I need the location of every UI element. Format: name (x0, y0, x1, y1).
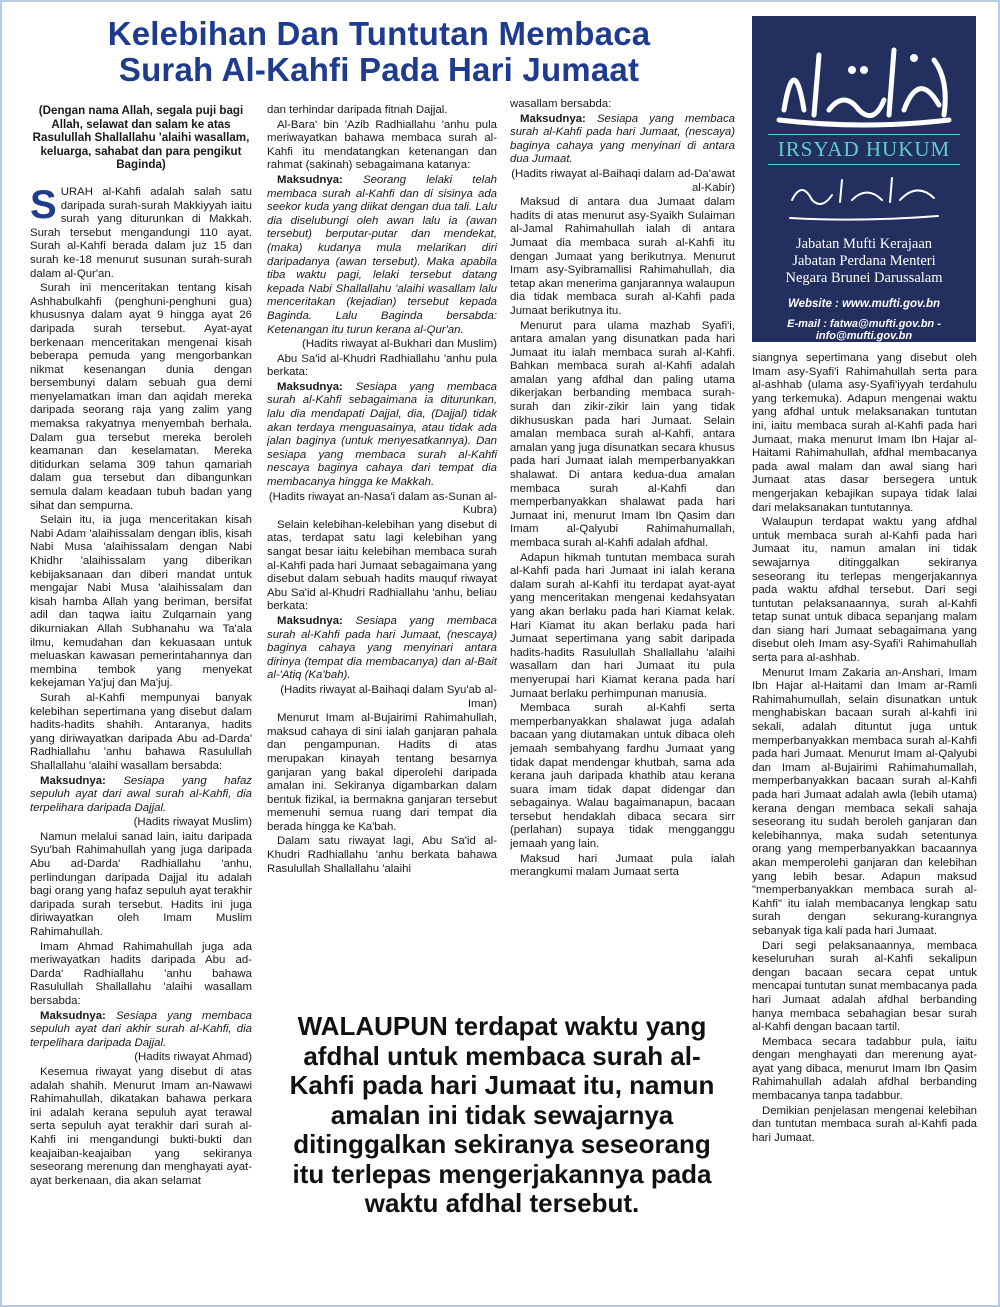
hadith-source: (Hadits riwayat al-Baihaqi dalam Syu'ab al-Iman) (280, 683, 497, 710)
headline-line1: Kelebihan Dan Tuntutan Membaca (107, 15, 651, 52)
paragraph: Membaca surah al-Kahfi serta memperbanyakkan shalawat juga adalah bacaan yang diutamakan untuk dibaca oleh jemaah sembahyang fardhu Jumaat yang tidak dapat mendengar khutbah, sama ada kerana jauh daripada khathib atau kerana suara imam tidak dapat didengar dan sebagainya. Walau bagaimanapun, bacaan tersebut hendaklah dibaca secara sirr (perlahan) supaya tidak mengganggu jemaah yang lain. (510, 702, 735, 851)
drop-cap: S (30, 182, 57, 227)
logo-organisation (752, 236, 976, 287)
paragraph: Menurut para ulama mazhab Syafi'i, antara amalan yang disunatkan pada hari Jumaat itu ialah membaca surah al-Kahfi. Bahkan membaca surah al-Kahfi adalah amalan yang afdhal dan paling utama dikerjakan berbanding membaca surah-surah dan zikir-zikir lain yang tidak dikhususkan pada hari Jumaat. Selain amalan membaca surah al-Kahfi, antara amalan yang juga disunatkan secara khusus pada hari Jumaat ialah memperbanyakkan shalawat. Di antara kedua-dua amalan membaca surah al-Kahfi dan memperbanyakkan shalawat pada hari Jumaat ini, menurut Imam Ibn Qasim dan Imam al-Qalyubi Rahimahumallah, membaca surah al-Kahfi adalah afdhal. (510, 319, 735, 549)
arabic-calligraphy-logo (764, 30, 964, 130)
paragraph: Imam Ahmad Rahimahullah juga ada meriwayatkan hadits daripada Abu ad-Darda' Radhiallahu 'anhu bahawa Rasulullah Shallallahu 'alaihi wasallam bersabda: (30, 940, 252, 1007)
hadith-source: (Hadits riwayat al-Baihaqi dalam ad-Da'awat al-Kabir) (511, 167, 735, 194)
intro-text: (Dengan nama Allah, segala puji bagi Allah, selawat dan salam ke atas Rasulullah Shallallahu 'alaihi wasallam, keluarga, sahabat dan para pengikut Baginda) (32, 104, 250, 172)
article-column-4 (752, 352, 977, 1297)
paragraph: Dalam satu riwayat lagi, Abu Sa'id al-Khudri Radhiallahu 'anhu berkata bahawa Rasulullah Shallallahu 'alaihi (267, 835, 497, 875)
article-column-2 (267, 104, 497, 994)
hadith-source: (Hadits riwayat Ahmad) (134, 1051, 252, 1064)
hadith-quote (267, 381, 497, 490)
paragraph: Walaupun terdapat waktu yang afdhal untuk membaca surah al-Kahfi pada hari Jumaat itu, namun amalan ini tidak sewajarnya ditinggalkan sekiranya seseorang itu terlepas mengerjakannya pada waktu afdhal tersebut. Dari segi tuntutan pelaksanaannya, surah al-Kahfi tetap sunat untuk dibaca sepanjang malam dan siang hari Jumaat sebagaimana yang disebut oleh Imam asy-Syafi'i Rahimahullah serta para al-ashhab. (752, 516, 977, 665)
logo-banner: IRSYAD HUKUM (768, 134, 960, 165)
quote-text: Sesiapa yang membaca surah al-Kahfi sebagaimana ia diturunkan, lalu dia mendapati Dajjal, dia, (Dajjal) tidak akan terdaya menguasainya, atau tidak ada jalan baginya (untuk menyesatkannya). Dan sesiapa yang membaca surah al-Kahfi nescaya baginya cahaya dari tempat dia membacanya hingga ke Makkah. (267, 380, 497, 489)
paragraph: Maksud hari Jumaat pula ialah merangkumi malam Jumaat serta (510, 852, 735, 879)
paragraph: Surah al-Kahfi mempunyai banyak kelebihan sepertimana yang disebut dalam hadits-hadits shahih. Antaranya, hadits yang diriwayatkan daripada Abu ad-Darda' Radhiallahu 'anhu bahawa Rasulullah Shallallahu 'alaihi wasallam bersabda: (30, 691, 252, 772)
pull-quote: WALAUPUN terdapat waktu yang afdhal untuk membaca surah al-Kahfi pada hari Jumaat itu, namun amalan ini tidak sewajarnya ditinggalkan sekiranya seseorang itu terlepas mengerjakannya pada waktu afdhal tersebut. (289, 1011, 715, 1218)
quote-label: Maksudnya: (277, 614, 343, 627)
article-column-3 (510, 98, 735, 994)
paragraph: Namun melalui sanad lain, iaitu daripada Syu'bah Rahimahullah yang juga daripada Abu ad-Darda' Radhiallahu 'anhu, perlindungan daripada Dajjal itu adalah bagi orang yang hafaz sepuluh ayat terakhir daripada surah tersebut. Hadits ini juga diriwayatkan oleh Imam Muslim Rahimahullah. (30, 830, 252, 939)
hadith-quote (510, 113, 735, 167)
hadith-quote (267, 174, 497, 337)
paragraph: Kesemua riwayat yang disebut di atas adalah shahih. Menurut Imam an-Nawawi Rahimahullah, dikatakan bahawa perkara ini adalah kerana sepuluh ayat terawal serta sepuluh ayat terakhir dari surah al-Kahfi ini mengandungi bukti-bukti dan keajaiban-keajaiban yang sekiranya seseorang merenung dan menghayati ayat-ayat berkenaan, dia akan selamat (30, 1065, 252, 1187)
paragraph: Selain itu, ia juga menceritakan kisah Nabi Adam 'alaihissalam dengan iblis, kisah Nabi Musa 'alaihissalam dengan Nabi Khidhr 'alaihissalam yang diberikan kebijaksanaan dan diberi mandat untuk mengajar Nabi Musa 'alaihissalam dan kisah hamba Allah yang beriman, bersifat adil dan taqwa iaitu Zulqarnain yang dikurniakan Allah Subhanahu wa Ta'ala ilmu, kemudahan dan kekuasaan untuk meluaskan kawasan pemerintahannya dan membina tembok yang menyekat kekejaman Ya'juj dan Ma'juj. (30, 514, 252, 690)
logo-email: E-mail : fatwa@mufti.gov.bn - info@mufti.gov.bn (787, 318, 941, 342)
paragraph: wasallam bersabda: (510, 98, 612, 110)
hadith-quote (30, 775, 252, 816)
org-line1: Jabatan Mufti Kerajaan (795, 236, 933, 252)
hadith-source: (Hadits riwayat an-Nasa'i dalam as-Sunan al-Kubra) (268, 490, 497, 517)
paragraph: Demikian penjelasan mengenai kelebihan dan tuntutan membaca surah al-Kahfi pada hari Jumaat. (752, 1104, 977, 1144)
paragraph: Selain kelebihan-kelebihan yang disebut di atas, terdapat satu lagi kelebihan yang sangat besar iaitu kelebihan membaca surah al-Kahfi pada hari Jumaat sebagaimana yang disebut dalam sebuah hadits mauquf riwayat Abu Sa'id al-Khudri Radhiallahu 'anhu, beliau berkata: (267, 518, 497, 613)
opening-paragraph (30, 182, 252, 281)
quote-label: Maksudnya: (277, 380, 343, 393)
quote-text: Sesiapa yang membaca surah al-Kahfi pada hari Jumaat, (nescaya) baginya cahaya yang menyinari antara dirinya (tempat dia membacanya) dan al-Bait al-'Atiq (Ka'bah). (267, 614, 497, 682)
hadith-source: (Hadits riwayat al-Bukhari dan Muslim) (302, 338, 497, 351)
paragraph: dan terhindar daripada fitnah Dajjal. (267, 104, 448, 116)
headline-line2: Surah Al-Kahfi Pada Hari Jumaat (118, 51, 640, 88)
quote-label: Maksudnya: (277, 173, 343, 186)
quote-text: Sesiapa yang membaca surah al-Kahfi pada hari Jumaat, (nescaya) baginya cahaya yang menyinari di antara dua Jumaat. (510, 112, 735, 166)
paragraph: Menurut Imam Zakaria an-Anshari, Imam Ibn Hajar al-Haitami dan Imam ar-Ramli Rahimahumullah, selain disunatkan untuk menghabiskan bacaan surah al-kahfi ini sekali, adalah dituntut juga untuk memperbanyakkan membaca surah al-Kahfi pada hari Jumaat. Menurut Imam al-Qalyubi dan Imam al-Bujairimi Rahimahumallah, memperbanyakkan bacaan surah al-Kahfi pada hari Jumaat adalah awla (lebih utama) kerana dengan membaca sekali sahaja seseorang itu sudah beroleh ganjaran dan kelebihannya, maka sudah setentunya orang yang memperbanyakkan bacaannya akan memperolehi ganjaran dan kelebihan yang lebih besar. Adapun maksud "memperbanyakkan membaca surah al-Kahfi" itu ialah membacanya lengkap satu surah dengan sekurang-kurangnya sebanyak tiga kali pada hari Jumaat. (752, 666, 977, 937)
hadith-quote (267, 615, 497, 683)
paragraph: Maksud di antara dua Jumaat dalam hadits di atas menurut asy-Syaikh Sulaiman al-Jamal Rahimahullah ialah di antara Jumaat dia membaca surah al-Kahfi itu dengan Jumaat yang berikutnya. Menurut Imam asy-Syibramallisi Rahimahullah, dia tetap akan menerima ganjarannya walaupun dia tidak membaca surah al-Kahfi pada Jumaat berikutnya itu. (510, 196, 735, 317)
quote-label: Maksudnya: (40, 1009, 106, 1022)
quote-text: Sesiapa yang hafaz sepuluh ayat dari awal surah al-Kahfi, dia terpelihara daripada Dajjal. (30, 774, 252, 814)
paragraph: siangnya sepertimana yang disebut oleh Imam asy-Syafi'i Rahimahullah serta para al-ashhab (ulama asy-Syafi'iyyah terdahulu yang terkemuka). Adapun mengenai waktu yang afdhal untuk melaksanakan tuntutan ini, iaitu membaca surah al-Kahfi pada hari Jumaat, maka menurut Imam Ibn Hajar al-Haitami Rahimahullah, afdhal membacanya pada awal malam dan awal siang hari Jumaat atas dasar bersegera untuk mengerjakan kebajikan supaya tidak lalai dari melaksanakan tuntutannya. (752, 352, 977, 514)
quote-label: Maksudnya: (520, 112, 586, 125)
org-line3: Negara Brunei Darussalam (785, 270, 943, 286)
paragraph: Dari segi pelaksanaannya, membaca keseluruhan surah al-Kahfi sekalipun dengan bacaan secara cepat untuk mencapai tuntutan sunat membacanya pada hari Jumaat adalah afdhal berbanding hanya membaca sebahagian besar surah al-Kahfi dengan bacaan tartil. (752, 939, 977, 1034)
paragraph-text: URAH al-Kahfi adalah salah satu daripada surah-surah Makkiyyah iaitu surah yang diturunkan di Makkah. Surah tersebut mengandungi 110 ayat. Surah al-Kahfi berada dalam juz 15 dan surah ke-18 menurut susunan surah-surah dalam al-Qur'an. (30, 185, 252, 280)
hadith-quote (30, 1010, 252, 1051)
quote-label: Maksudnya: (40, 774, 106, 787)
paragraph: Membaca secara tadabbur pula, iaitu dengan menghayati dan merenung ayat-ayat yang dibaca, menurut Imam Ibn Qasim Rahimahullah adalah afdhal berbanding membacanya tanpa tadabbur. (752, 1035, 977, 1103)
paragraph: Menurut Imam al-Bujairimi Rahimahullah, maksud cahaya di sini ialah ganjaran pahala dan pengampunan. Hadits di atas merupakan kinayah tentang besarnya ganjaran yang bakal diperolehi daripada amalan ini. Sekiranya digambarkan dalam bentuk fizikal, ia bermakna ganjaran tersebut memenuhi semua ruang dari tempat dia berada hingga ke Ka'bah. (267, 712, 497, 833)
arabic-department-name (782, 170, 946, 226)
paragraph: Adapun hikmah tuntutan membaca surah al-Kahfi pada hari Jumaat ini ialah kerana dalam surah al-Kahfi itu terdapat ayat-ayat yang menceritakan mengenai kedahsyatan yang akan berlaku pada hari Kiamat kelak. Hari Kiamat itu akan berlaku pada hari Jumaat sepertimana yang sabit daripada hadits-hadits Rasulullah Shallallahu 'alaihi wasallam dan hari Jumaat itu pula menyerupai hari Kiamat kerana pada hari Jumaat berlaku perhimpunan manusia. (510, 551, 735, 700)
article-column-1 (30, 104, 252, 1294)
hadith-source: (Hadits riwayat Muslim) (133, 816, 252, 829)
paragraph: Al-Bara' bin 'Azib Radhiallahu 'anhu pula meriwayatkan bahawa membaca surah al-Kahfi itu mendatangkan ketenangan dan rahmat (sakinah) sebagaimana katanya: (267, 118, 497, 172)
irsyad-hukum-logo (752, 16, 976, 342)
org-line2: Jabatan Perdana Menteri (792, 253, 936, 269)
logo-website: Website : www.mufti.gov.bn (787, 298, 941, 310)
paragraph: Surah ini menceritakan tentang kisah Ashhabulkahfi (penghuni-penghuni gua) khususnya dalam ayat 9 hingga ayat 26 daripada surah tersebut. Ayat-ayat berkenaan menceritakan mengenai kisah beberapa pemuda yang mengorbankan nikmat kesenangan dunia dengan bersembunyi dalam sebuah gua demi menyelamatkan iman dan aqidah mereka daripada seorang raja yang zalim yang memaksa rakyatnya menyembah berhala. Dalam gua tersebut mereka beroleh keamanan dan keselamatan. Mereka ditidurkan selama 309 tahun qamariah dalam gua tersebut dan dibangunkan semula dalam keadaan tubuh badan yang sihat dan sempurna. (30, 282, 252, 512)
quote-text: Seorang lelaki telah membaca surah al-Kahfi dan di sisinya ada seekor kuda yang diikat dengan dua tali. Lalu dia diselubungi oleh awan lalu ia (awan tersebut) berputar-putar dan mendekat, (maka) kudanya mula melarikan diri daripadanya (awan tersebut). Maka apabila tiba waktu pagi, lelaki tersebut datang kepada Nabi Shallallahu 'alaihi wasallam lalu menceritakan (kejadian) tersebut kepada Baginda. Lalu Baginda bersabda: Ketenangan itu turun kerana al-Qur'an. (267, 173, 497, 336)
headline (14, 16, 744, 88)
quote-text: Sesiapa yang membaca sepuluh ayat dari akhir surah al-Kahfi, dia terpelihara daripada Dajjal. (30, 1009, 252, 1049)
paragraph: Abu Sa'id al-Khudri Radhiallahu 'anhu pula berkata: (267, 352, 497, 379)
